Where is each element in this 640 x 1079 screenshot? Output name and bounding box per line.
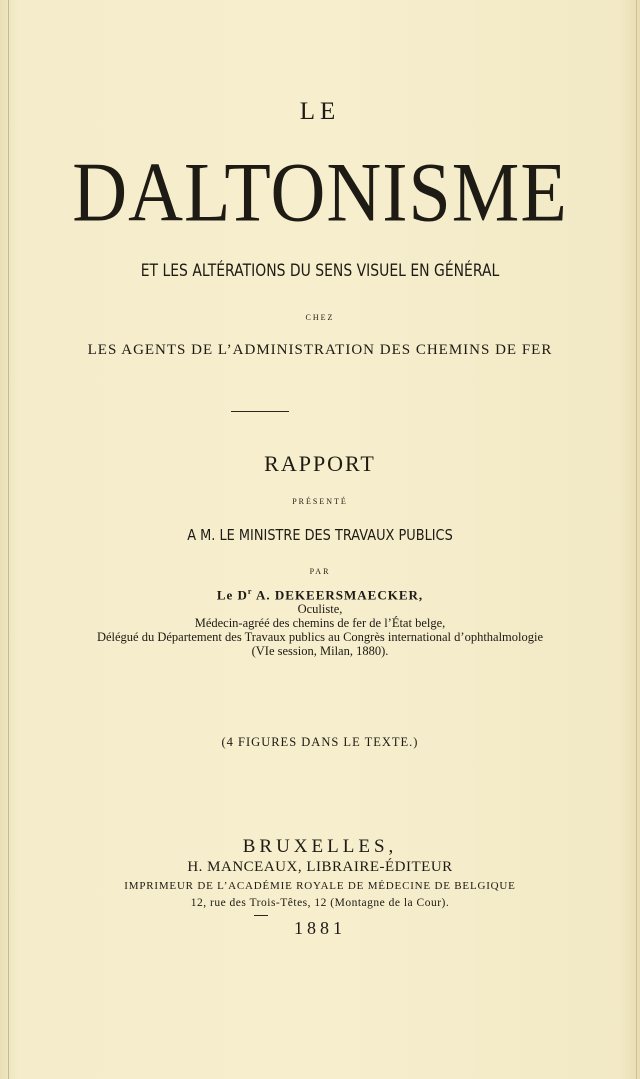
author-title-session: (VIe session, Milan, 1880). (251, 644, 389, 658)
author-line (0, 587, 640, 603)
author-sup: r (247, 587, 253, 596)
imprint-publisher: H. MANCEAUX, LIBRAIRE-ÉDITEUR (187, 859, 453, 875)
title-article: LE (299, 98, 341, 125)
par-label: PAR (309, 567, 331, 576)
author-title-delegue: Délégué du Département des Travaux publics au Congrès international d’ophthalmologie (96, 630, 544, 644)
main-title: DALTONISME (72, 145, 568, 240)
author-title-medecin: Médecin-agréé des chemins de fer de l’État belge, (194, 616, 446, 630)
rapport-heading: RAPPORT (264, 451, 376, 476)
author-name: A. DEKEERSMAECKER, (252, 587, 424, 603)
imprint-address: 12, rue des Trois-Têtes, 12 (Montagne de la Cour). (190, 897, 450, 909)
agents-line: LES AGENTS DE L’ADMINISTRATION DES CHEMINS DE FER (87, 342, 553, 358)
subtitle: ET LES ALTÉRATIONS DU SENS VISUEL EN GÉNÉRAL (140, 261, 500, 281)
ministre-line: A M. LE MINISTRE DES TRAVAUX PUBLICS (187, 526, 453, 544)
imprint-city: BRUXELLES, (242, 836, 398, 857)
chez-label: CHEZ (305, 313, 335, 322)
year-rule (254, 915, 268, 916)
author-prefix: Le D (216, 587, 248, 603)
author-title-oculiste: Oculiste, (297, 602, 343, 616)
figures-note: (4 FIGURES DANS LE TEXTE.) (221, 735, 419, 749)
publication-year: 1881 (294, 918, 346, 938)
presente-label: PRÉSENTÉ (292, 497, 348, 506)
divider-rule (231, 411, 289, 412)
imprint-printer: IMPRIMEUR DE L’ACADÉMIE ROYALE DE MÉDECINE DE BELGIQUE (124, 880, 516, 892)
